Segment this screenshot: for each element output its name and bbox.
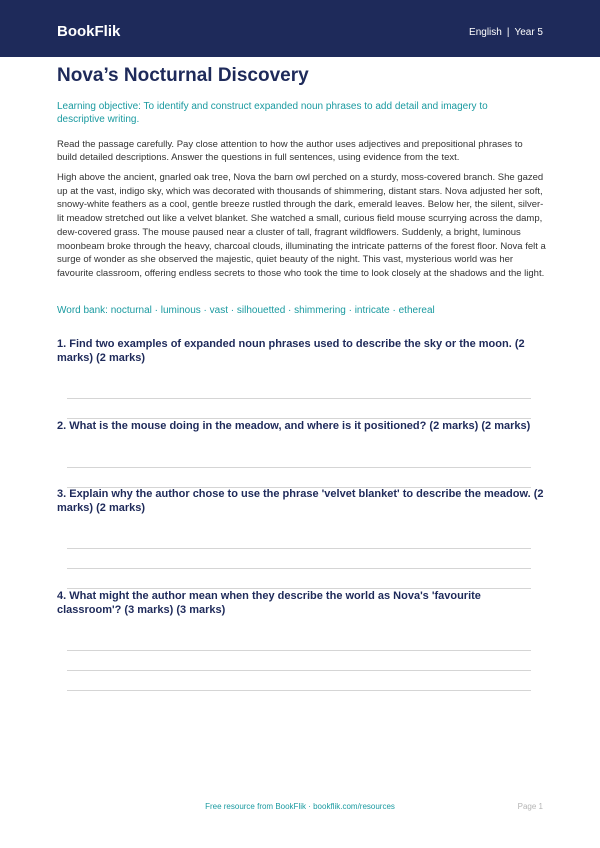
- instructions: Read the passage carefully. Pay close attention to how the author uses adjectives and prepositional phrases to build detailed descriptions. Answer the questions in full sentences, using evidence from the text.: [57, 139, 523, 163]
- answer-line[interactable]: [67, 650, 531, 651]
- learning-objective: Learning objective: To identify and construct expanded noun phrases to add detail and imagery to descriptive writing.: [57, 101, 488, 125]
- answer-line[interactable]: [67, 690, 531, 691]
- page-number: Page 1: [517, 802, 543, 811]
- year-label: Year 5: [514, 27, 543, 38]
- page-title: Nova’s Nocturnal Discovery: [57, 65, 309, 86]
- question-2: 2. What is the mouse doing in the meadow, and where is it positioned? (2 marks) (2 marks): [57, 420, 531, 432]
- answer-line[interactable]: [67, 568, 531, 569]
- question-1: 1. Find two examples of expanded noun phrases used to describe the sky or the moon. (2 marks) (2 marks): [57, 338, 525, 364]
- answer-line[interactable]: [67, 670, 531, 671]
- meta-separator: |: [506, 27, 510, 38]
- subject-year: [469, 27, 543, 38]
- word-bank: Word bank: nocturnal · luminous · vast · silhouetted · shimmering · intricate · ethereal: [57, 305, 435, 316]
- subject-label: English: [469, 27, 502, 38]
- brand-logo[interactable]: BookFlik: [57, 23, 121, 40]
- answer-line[interactable]: [67, 548, 531, 549]
- question-3: 3. Explain why the author chose to use the phrase 'velvet blanket' to describe the meadow. (2 marks) (2 marks): [57, 488, 544, 514]
- header-bar: [0, 0, 600, 57]
- answer-line[interactable]: [67, 467, 531, 468]
- reading-passage: High above the ancient, gnarled oak tree, Nova the barn owl perched on a sturdy, moss-covered branch. She gazed up at the vast, indigo sky, which was decorated with thousands of shimmering, distant stars. Nova adjusted her soft, snowy-white feathers as a cool, gentle breeze rustled through the dark, emerald leaves. Below her, the silent, silver-lit meadow stretched out like a velvet blanket. She watched a small, curious field mouse scurrying across the damp, dew-covered grass. The mouse paused near a cluster of tall, fragrant wildflowers. Suddenly, a bright, luminous moonbeam broke through the heavy, charcoal clouds, illuminating the intricate patterns of the forest floor. Nova felt a surge of wonder as she observed the majestic, quiet beauty of the night. This vast, mysterious world was her favourite classroom, offering endless secrets to those who took the time to look closely at the shadows and the light.: [57, 172, 546, 279]
- footer-resource-link[interactable]: Free resource from BookFlik · bookflik.com/resources: [205, 802, 395, 811]
- question-4: 4. What might the author mean when they describe the world as Nova's 'favourite classroom'? (3 marks) (3 marks): [57, 590, 481, 616]
- answer-line[interactable]: [67, 398, 531, 399]
